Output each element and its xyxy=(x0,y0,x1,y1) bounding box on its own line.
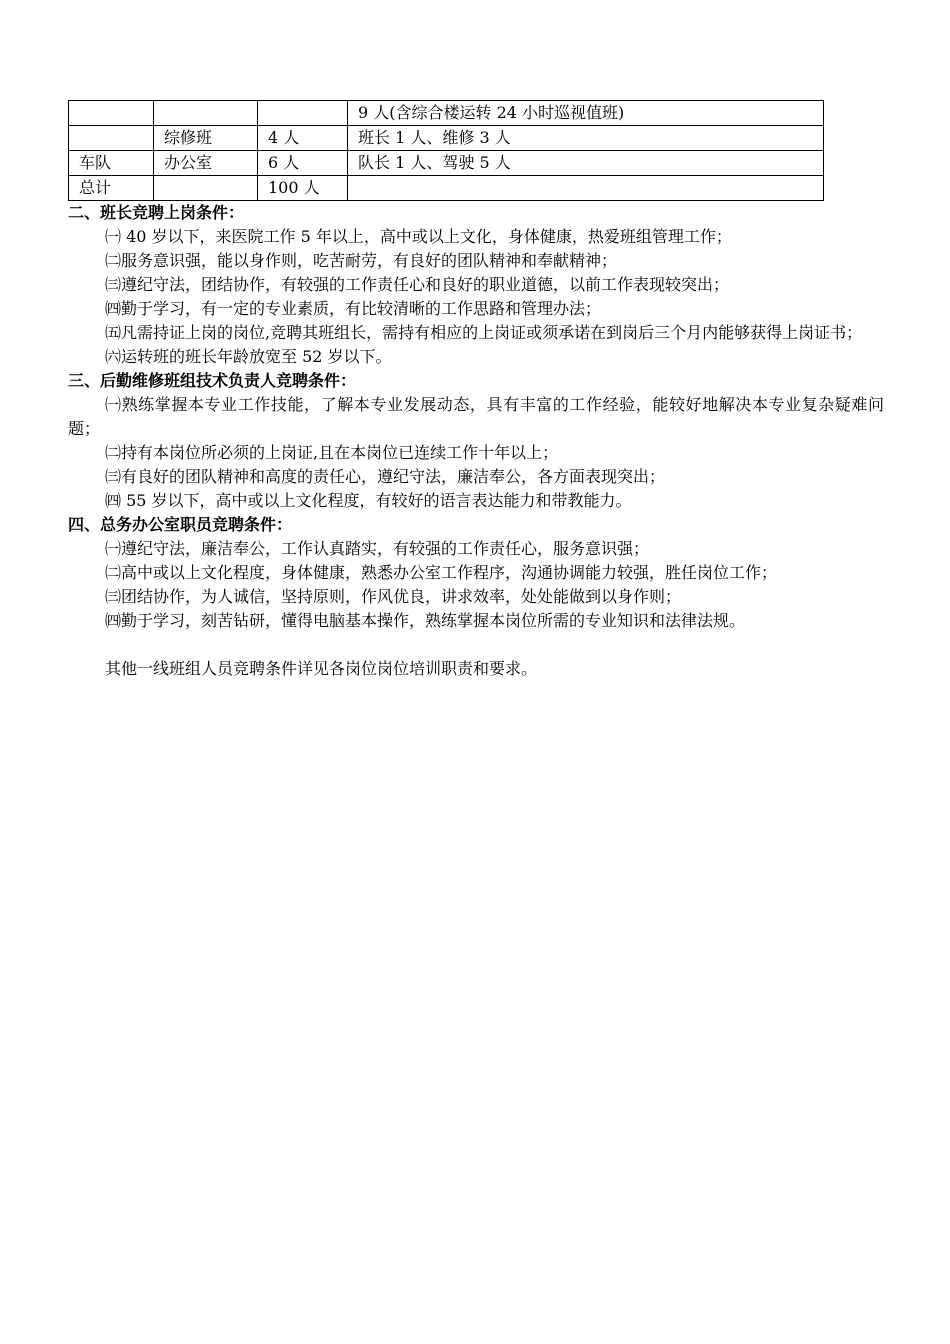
table-cell: 办公室 xyxy=(154,151,258,176)
table-cell xyxy=(69,101,154,126)
section-heading: 三、后勤维修班组技术负责人竞聘条件： xyxy=(68,371,357,390)
condition-item: ㈡高中或以上文化程度，身体健康，熟悉办公室工作程序，沟通协调能力较强，胜任岗位工作； xyxy=(105,563,778,582)
condition-item: ㈠遵纪守法，廉洁奉公，工作认真踏实，有较强的工作责任心，服务意识强； xyxy=(105,539,650,558)
table-row xyxy=(69,126,824,151)
condition-item: ㈢遵纪守法，团结协作，有较强的工作责任心和良好的职业道德，以前工作表现较突出； xyxy=(105,275,730,294)
condition-item: ㈣勤于学习，刻苦钻研，懂得电脑基本操作，熟练掌握本岗位所需的专业知识和法律法规。 xyxy=(105,611,746,630)
table-cell: 班长 1 人、维修 3 人 xyxy=(348,126,824,151)
condition-item: ㈣ 55 岁以下，高中或以上文化程度，有较好的语言表达能力和带教能力。 xyxy=(105,491,632,510)
spacer xyxy=(68,633,884,657)
table-cell: 6 人 xyxy=(258,151,348,176)
table-row xyxy=(69,176,824,201)
section-heading: 二、班长竞聘上岗条件： xyxy=(68,203,245,222)
condition-item: ㈡持有本岗位所必须的上岗证,且在本岗位已连续工作十年以上； xyxy=(105,443,559,462)
staffing-table xyxy=(68,100,824,201)
table-cell: 综修班 xyxy=(154,126,258,151)
table-cell: 总计 xyxy=(69,176,154,201)
table-cell xyxy=(258,101,348,126)
table-cell xyxy=(69,126,154,151)
condition-item: ㈥运转班的班长年龄放宽至 52 岁以下。 xyxy=(105,347,392,366)
condition-item: ㈠ 40 岁以下，来医院工作 5 年以上，高中或以上文化，身体健康，热爱班组管理工作； xyxy=(105,227,732,246)
table-cell: 4 人 xyxy=(258,126,348,151)
condition-item: ㈣勤于学习，有一定的专业素质，有比较清晰的工作思路和管理办法； xyxy=(105,299,602,318)
condition-item: ㈤凡需持证上岗的岗位,竞聘其班组长，需持有相应的上岗证或须承诺在到岗后三个月内能够获得上岗证书； xyxy=(105,323,863,342)
table-row xyxy=(69,151,824,176)
table-cell: 100 人 xyxy=(258,176,348,201)
table-cell: 车队 xyxy=(69,151,154,176)
condition-item: ㈢团结协作，为人诚信，坚持原则，作风优良，讲求效率，处处能做到以身作则； xyxy=(105,587,682,606)
sections-container xyxy=(68,201,884,633)
section-heading: 四、总务办公室职员竞聘条件： xyxy=(68,515,293,534)
document-page xyxy=(68,100,884,681)
table-row xyxy=(69,101,824,126)
condition-item: ㈢有良好的团队精神和高度的责任心，遵纪守法，廉洁奉公，各方面表现突出； xyxy=(105,467,666,486)
table-cell xyxy=(154,176,258,201)
table-cell: 队长 1 人、驾驶 5 人 xyxy=(348,151,824,176)
table-cell xyxy=(348,176,824,201)
table-cell: 9 人(含综合楼运转 24 小时巡视值班) xyxy=(348,101,824,126)
condition-item: ㈠熟练掌握本专业工作技能，了解本专业发展动态，具有丰富的工作经验，能较好地解决本专业复杂疑难问题； xyxy=(68,395,884,438)
table-cell xyxy=(154,101,258,126)
condition-item: ㈡服务意识强，能以身作则，吃苦耐劳，有良好的团队精神和奉献精神； xyxy=(105,251,618,270)
closing-note: 其他一线班组人员竞聘条件详见各岗位岗位培训职责和要求。 xyxy=(105,659,538,678)
